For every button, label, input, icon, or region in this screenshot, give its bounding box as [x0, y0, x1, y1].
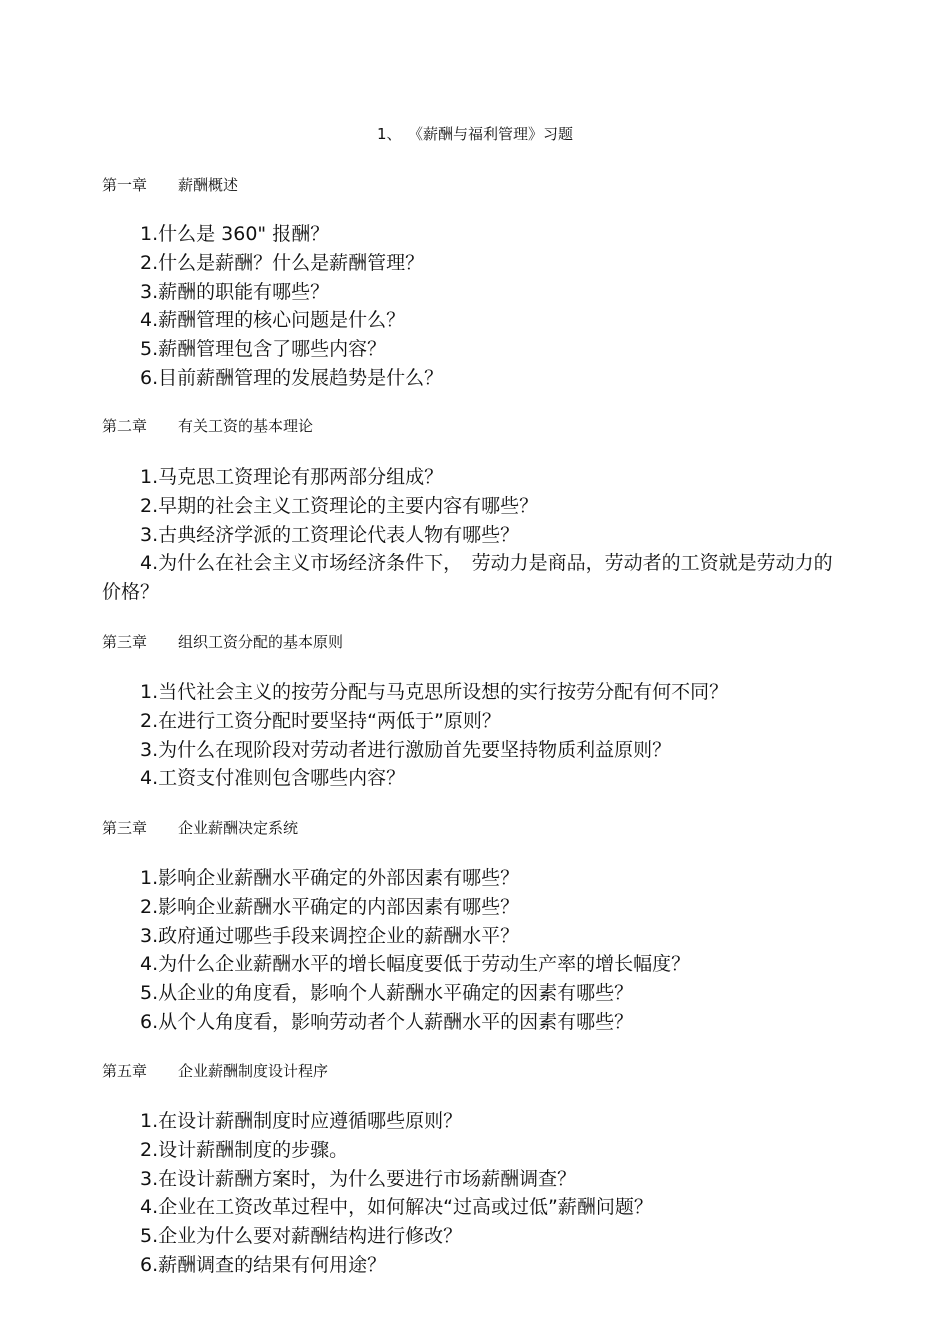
- question-item: 3.在设计薪酬方案时，为什么要进行市场薪酬调查？: [140, 1167, 577, 1190]
- question-item: 2.影响企业薪酬水平确定的内部因素有哪些？: [140, 895, 520, 918]
- question-item: 4.为什么企业薪酬水平的增长幅度要低于劳动生产率的增长幅度？: [140, 953, 691, 976]
- chapter-title: 组织工资分配的基本原则: [178, 633, 344, 651]
- question-item: 1.影响企业薪酬水平确定的外部因素有哪些？: [140, 867, 520, 889]
- question-item: 2.设计薪酬制度的步骤。: [140, 1138, 349, 1161]
- question-item: 3.政府通过哪些手段来调控企业的薪酬水平？: [140, 924, 520, 947]
- question-item: 4.为什么在社会主义市场经济条件下， 劳动力是商品，劳动者的工资就是劳动力的价格？: [102, 552, 833, 604]
- chapter-number: 第一章: [102, 176, 148, 194]
- chapter-heading: [102, 1061, 328, 1081]
- chapter-heading: [102, 818, 298, 838]
- title-text: 《薪酬与福利管理》习题: [415, 125, 574, 143]
- question-item: 2.什么是薪酬？什么是薪酬管理？: [140, 251, 425, 274]
- question-list: [102, 1107, 842, 1280]
- chapter-title: 薪酬概述: [178, 176, 239, 194]
- question-item: 1.当代社会主义的按劳分配与马克思所设想的实行按劳分配有何不同？: [140, 681, 729, 703]
- question-item: 3.薪酬的职能有哪些？: [140, 280, 330, 303]
- question-item: 2.早期的社会主义工资理论的主要内容有哪些？: [140, 494, 539, 517]
- chapter-heading: [102, 416, 313, 436]
- question-list: [102, 463, 842, 607]
- chapter-title: 有关工资的基本理论: [178, 417, 314, 435]
- chapter-title: 企业薪酬决定系统: [178, 819, 299, 837]
- question-item: 4.工资支付准则包含哪些内容？: [140, 767, 406, 790]
- question-list: [102, 864, 842, 1037]
- question-item: 4.薪酬管理的核心问题是什么？: [140, 309, 406, 332]
- question-item: 3.为什么在现阶段对劳动者进行激励首先要坚持物质利益原则？: [140, 738, 672, 761]
- chapter-number: 第三章: [102, 819, 148, 837]
- question-item: 4.企业在工资改革过程中，如何解决“过高或过低”薪酬问题？: [140, 1196, 653, 1219]
- question-list: [102, 220, 842, 393]
- question-item: 5.从企业的角度看，影响个人薪酬水平确定的因素有哪些？: [140, 982, 634, 1005]
- question-item: 3.古典经济学派的工资理论代表人物有哪些？: [140, 523, 520, 546]
- chapter-number: 第五章: [102, 1062, 148, 1080]
- question-item: 1.马克思工资理论有那两部分组成？: [140, 466, 444, 488]
- chapter-number: 第三章: [102, 633, 148, 651]
- chapter-heading: [102, 175, 238, 195]
- title-number: 1、: [376, 125, 402, 143]
- question-item: 6.薪酬调查的结果有何用途？: [140, 1253, 387, 1276]
- question-item: 5.薪酬管理包含了哪些内容？: [140, 338, 387, 361]
- chapter-title: 企业薪酬制度设计程序: [178, 1062, 329, 1080]
- chapter-heading: [102, 632, 343, 652]
- question-item: 1.什么是 360" 报酬？: [140, 223, 330, 245]
- question-item: 2.在进行工资分配时要坚持“两低于”原则？: [140, 709, 501, 732]
- chapter-number: 第二章: [102, 417, 148, 435]
- question-item: 5.企业为什么要对薪酬结构进行修改？: [140, 1225, 463, 1248]
- question-list: [102, 678, 842, 793]
- question-item: 6.目前薪酬管理的发展趋势是什么？: [140, 366, 444, 389]
- question-item: 6.从个人角度看，影响劳动者个人薪酬水平的因素有哪些？: [140, 1010, 634, 1033]
- question-item: 1.在设计薪酬制度时应遵循哪些原则？: [140, 1110, 463, 1132]
- document-title: [0, 124, 950, 144]
